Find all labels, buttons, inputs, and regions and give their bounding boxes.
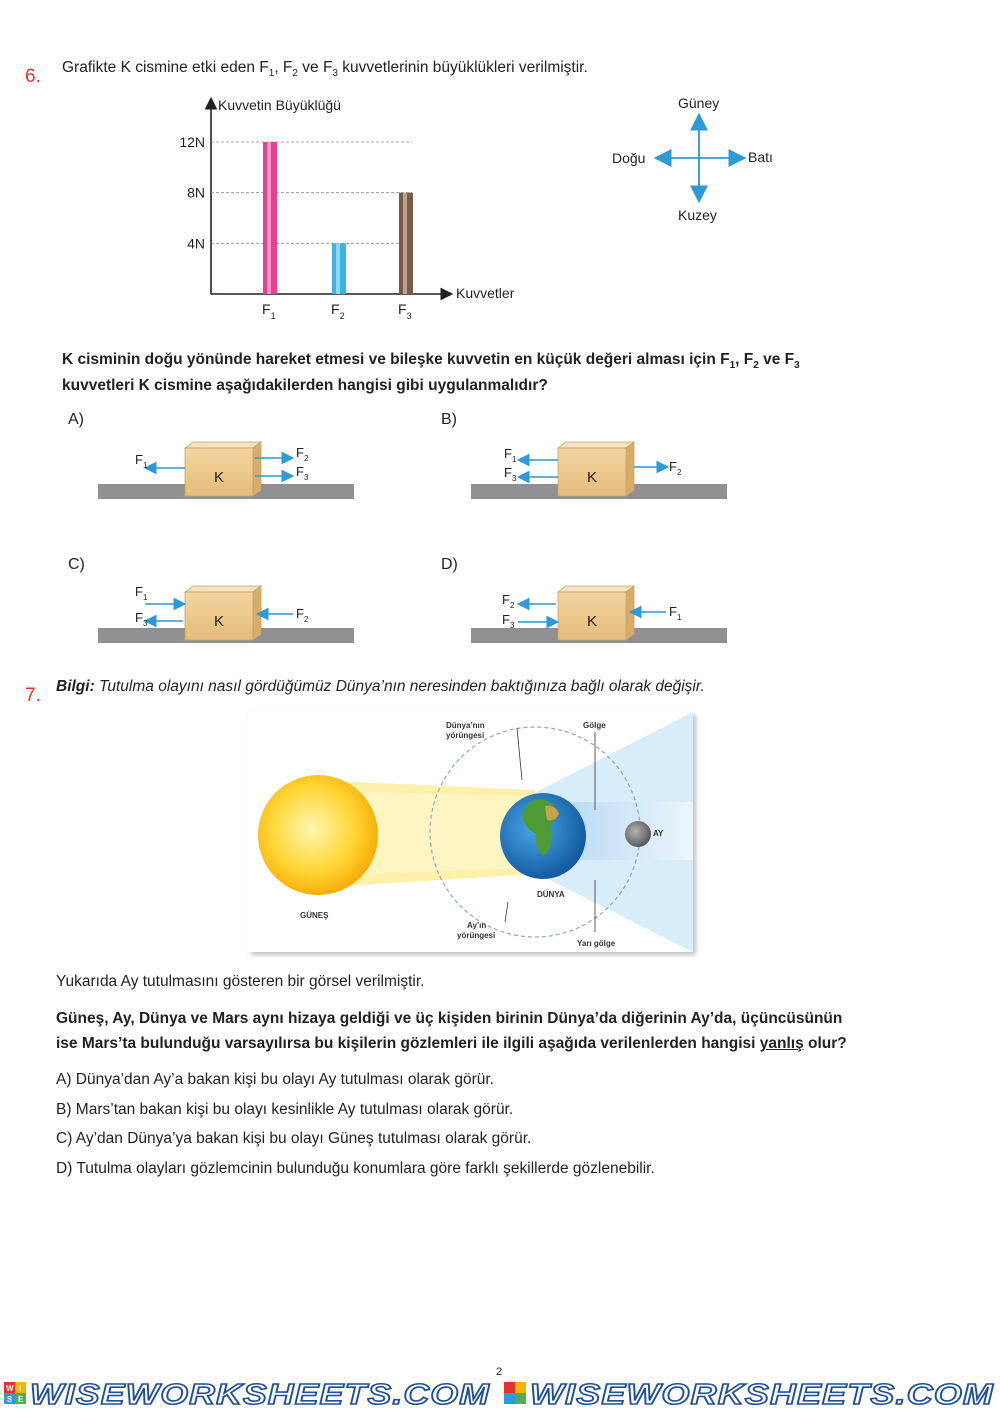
svg-text:I: I — [19, 1384, 22, 1393]
option-a-label[interactable]: A) — [68, 411, 84, 428]
option-d-label[interactable]: D) — [441, 556, 458, 573]
wiseworksheets-logo-icon — [504, 1382, 526, 1404]
sun-image — [258, 775, 378, 895]
compass-right-label: Batı — [748, 149, 773, 165]
option-b-label[interactable]: B) — [441, 411, 457, 428]
svg-text:yörüngesi: yörüngesi — [446, 731, 485, 740]
svg-text:K: K — [587, 469, 598, 486]
option-a-diagram[interactable] — [95, 440, 360, 505]
svg-text:Ay’ın: Ay’ın — [467, 921, 487, 930]
option-c-label[interactable]: C) — [68, 556, 85, 573]
svg-text:K: K — [214, 469, 225, 486]
x-axis-label: Kuvvetler — [456, 285, 515, 301]
answer-c[interactable]: C) Ay’dan Dünya’ya bakan kişi bu olayı Güneş tutulması olarak görür. — [56, 1130, 532, 1147]
answer-b[interactable]: B) Mars’tan bakan kişi bu olayı kesinlikle Ay tutulması olarak görür. — [56, 1100, 514, 1118]
compass-left-label: Doğu — [612, 150, 646, 166]
svg-text:F3: $F_3$ — [502, 612, 515, 630]
question-6-number: 6. — [25, 66, 41, 87]
y-tick-label: 8N — [187, 184, 205, 201]
svg-text:GÜNEŞ: GÜNEŞ — [300, 911, 329, 920]
watermark-text: WISEWORKSHEETS.COM — [530, 1379, 994, 1411]
bar-highlight — [267, 142, 271, 294]
question-6-prompt: Grafikte K cismine etki eden $F_1$, $F_2$ ve $F_3$ kuvvetlerinin büyüklükleri verilmiştir. — [62, 59, 588, 80]
question-7-number: 7. — [25, 685, 41, 706]
svg-text:F3: $F_3$ — [504, 465, 517, 483]
svg-text:F1: $F_1$ — [669, 604, 682, 622]
svg-text:F3: $F_3$ — [296, 464, 309, 482]
svg-text:F1: $F_1$ — [135, 452, 148, 470]
svg-text:F2: $F_2$ — [296, 445, 309, 463]
answer-a[interactable]: A) Dünya’dan Ay’a bakan kişi bu olayı Ay tutulması olarak görür. — [56, 1071, 494, 1088]
watermark-text: WISEWORKSHEETS.COM — [30, 1379, 490, 1411]
option-b-diagram[interactable] — [468, 440, 733, 505]
bar-highlight — [403, 193, 407, 294]
bar-highlight — [336, 243, 340, 294]
svg-text:E: E — [18, 1395, 24, 1404]
svg-text:yörüngesi: yörüngesi — [457, 931, 496, 940]
y-axis-label: Kuvvetin Büyüklüğü — [218, 97, 341, 113]
svg-text:F2: $F_2$ — [669, 459, 682, 477]
svg-text:W: W — [6, 1384, 14, 1393]
direction-compass — [600, 90, 800, 230]
svg-text:F2: $F_2$ — [502, 592, 515, 610]
svg-text:AY: AY — [653, 829, 664, 838]
svg-text:S: S — [7, 1395, 13, 1404]
svg-text:Gölge: Gölge — [583, 721, 606, 730]
question-7-info: Bilgi: Tutulma olayını nasıl gördüğümüz Dünya’nın neresinden baktığınıza bağlı olarak değişir. — [56, 678, 705, 695]
option-c-diagram[interactable] — [95, 584, 360, 649]
question-6-stem: K cisminin doğu yönünde hareket etmesi ve bileşke kuvvetin en küçük değeri alması için $F_1$, $F_2$ ve $F_3$ kuvvetleri K cismine aşağıdakilerden hangisi gibi uygulanmalıdır? — [62, 351, 800, 395]
compass-bottom-label: Kuzey — [678, 207, 717, 223]
svg-text:K: K — [214, 613, 225, 630]
option-d-diagram[interactable] — [468, 584, 733, 649]
x-tick-label: $F_3$ — [398, 301, 412, 321]
watermark-footer — [0, 1372, 1000, 1413]
svg-text:Dünya’nın: Dünya’nın — [446, 721, 485, 730]
y-tick-label: 4N — [187, 235, 205, 252]
question-7-stem: Güneş, Ay, Dünya ve Mars aynı hizaya geldiği ve üç kişiden birinin Dünya’da diğerinin Ay’da, üçüncüsünün ise Mars’ta bulunduğu varsayılırsa bu kişilerin gözlemleri ile ilgili aşağıda verilenlerden hangisi yanlış olur? — [56, 1010, 847, 1052]
svg-text:F2: $F_2$ — [296, 606, 309, 624]
svg-text:DÜNYA: DÜNYA — [537, 890, 565, 899]
answer-d[interactable]: D) Tutulma olayları gözlemcinin bulunduğu konumlara göre farklı şekillerde gözlenebilir. — [56, 1159, 655, 1177]
question-7-answers — [56, 1065, 655, 1183]
compass-top-label: Güney — [678, 95, 720, 111]
force-bar-chart — [150, 88, 550, 323]
question-7-caption: Yukarıda Ay tutulmasını gösteren bir görsel verilmiştir. — [56, 973, 425, 990]
y-tick-label: 12N — [179, 134, 205, 150]
x-tick-label: $F_2$ — [331, 301, 345, 321]
svg-text:Yarı gölge: Yarı gölge — [577, 939, 616, 948]
svg-text:K: K — [587, 613, 598, 630]
page-number: 2 — [496, 1366, 503, 1378]
svg-text:F1: $F_1$ — [135, 584, 148, 602]
lunar-eclipse-diagram — [245, 710, 700, 958]
moon-image — [625, 821, 651, 847]
wiseworksheets-logo-icon — [4, 1382, 26, 1404]
x-tick-label: $F_1$ — [262, 301, 276, 321]
svg-text:F3: $F_3$ — [135, 610, 148, 628]
svg-text:F1: $F_1$ — [504, 446, 517, 464]
